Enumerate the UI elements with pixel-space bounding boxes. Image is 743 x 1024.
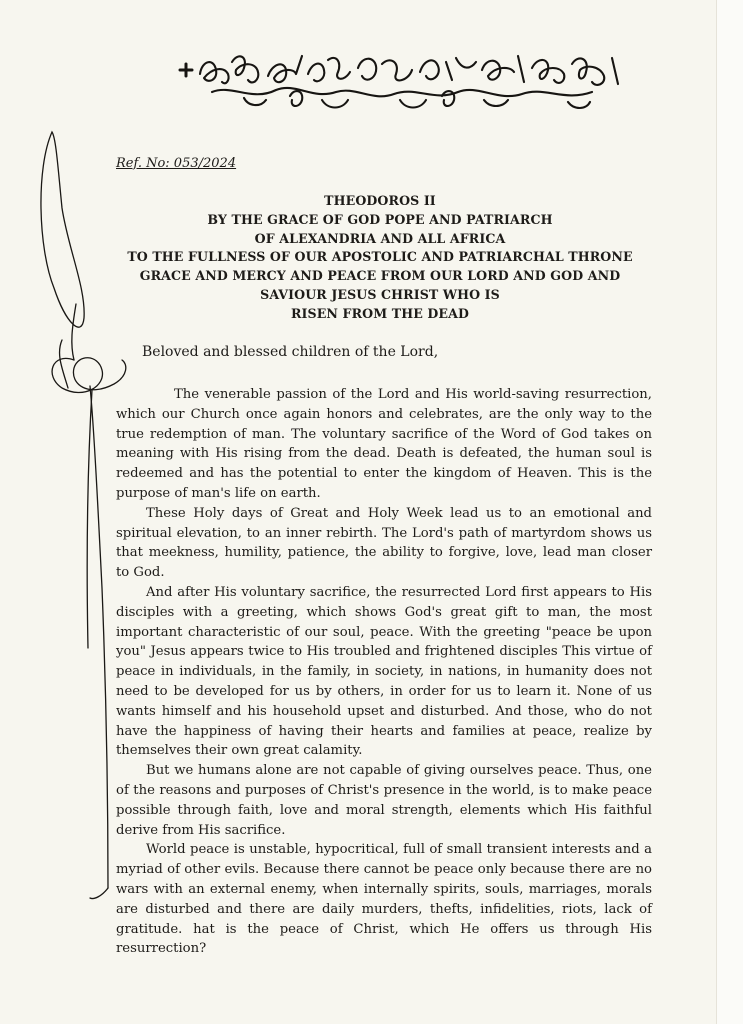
body-paragraph: These Holy days of Great and Holy Week lead us to an emotional and spiritual elevation, to an inner rebirth. The Lord's path of martyrdom shows us that meekness, humility, patience, the ability to forgive, love, lead man closer to God.	[116, 505, 652, 581]
title-line: RISEN FROM THE DEAD	[290, 305, 469, 321]
salutation: Beloved and blessed children of the Lord,	[142, 344, 439, 360]
body-paragraph: World peace is unstable, hypocritical, full of small transient interests and a myriad of other evils. Because there cannot be peace only because there are no wars with an external enemy, when internally spirits, souls, marriages, morals are disturbed and there are daily murders, thefts, infidelities, riots, lack of gratitude. hat is the peace of Christ, which He offers us through His resurrection?	[116, 842, 652, 957]
title-line: THEODOROS II	[324, 193, 436, 208]
letter-title	[110, 192, 650, 324]
title-line: BY THE GRACE OF GOD POPE AND PATRIARCH	[207, 211, 553, 227]
title-line: GRACE AND MERCY AND PEACE FROM OUR LORD AND GOD AND	[139, 268, 621, 284]
page-edge	[716, 0, 743, 1024]
title-line: SAVIOUR JESUS CHRIST WHO IS	[260, 286, 500, 302]
title-line: TO THE FULLNESS OF OUR APOSTOLIC AND PATRIARCHAL THRONE	[127, 249, 633, 265]
handwritten-signature-header	[172, 40, 632, 118]
reference-number: Ref. No: 053/2024	[116, 156, 237, 171]
body-paragraph: The venerable passion of the Lord and His world-saving resurrection, which our Church once again honors and celebrates, are the only way to the true redemption of man. The voluntary sacrifice of the Word of God takes on meaning with His rising from the dead. Death is defeated, the human soul is redeemed and has the potential to enter the kingdom of Heaven. This is the purpose of man's life on earth.	[116, 387, 652, 501]
letter-body	[116, 385, 652, 959]
body-paragraph: And after His voluntary sacrifice, the resurrected Lord first appears to His disciples with a greeting, which shows God's great gift to man, the most important characteristic of our soul, peace. With the greeting "peace be upon you" Jesus appears twice to His troubled and frightened disciples This virtue of peace in individuals, in the family, in society, in nations, in humanity does not need to be developed for us by others, in order for us to learn it. None of us wants himself and his household upset and disturbed. And those, who do not have the happiness of having their hearts and families at peace, realize by themselves their own great calamity.	[116, 584, 652, 759]
title-line: OF ALEXANDRIA AND ALL AFRICA	[254, 230, 506, 246]
body-paragraph: But we humans alone are not capable of giving ourselves peace. Thus, one of the reasons and purposes of Christ's presence in the world, is to make peace possible through faith, love and moral strength, elements which His faithful derive from His sacrifice.	[116, 763, 652, 838]
